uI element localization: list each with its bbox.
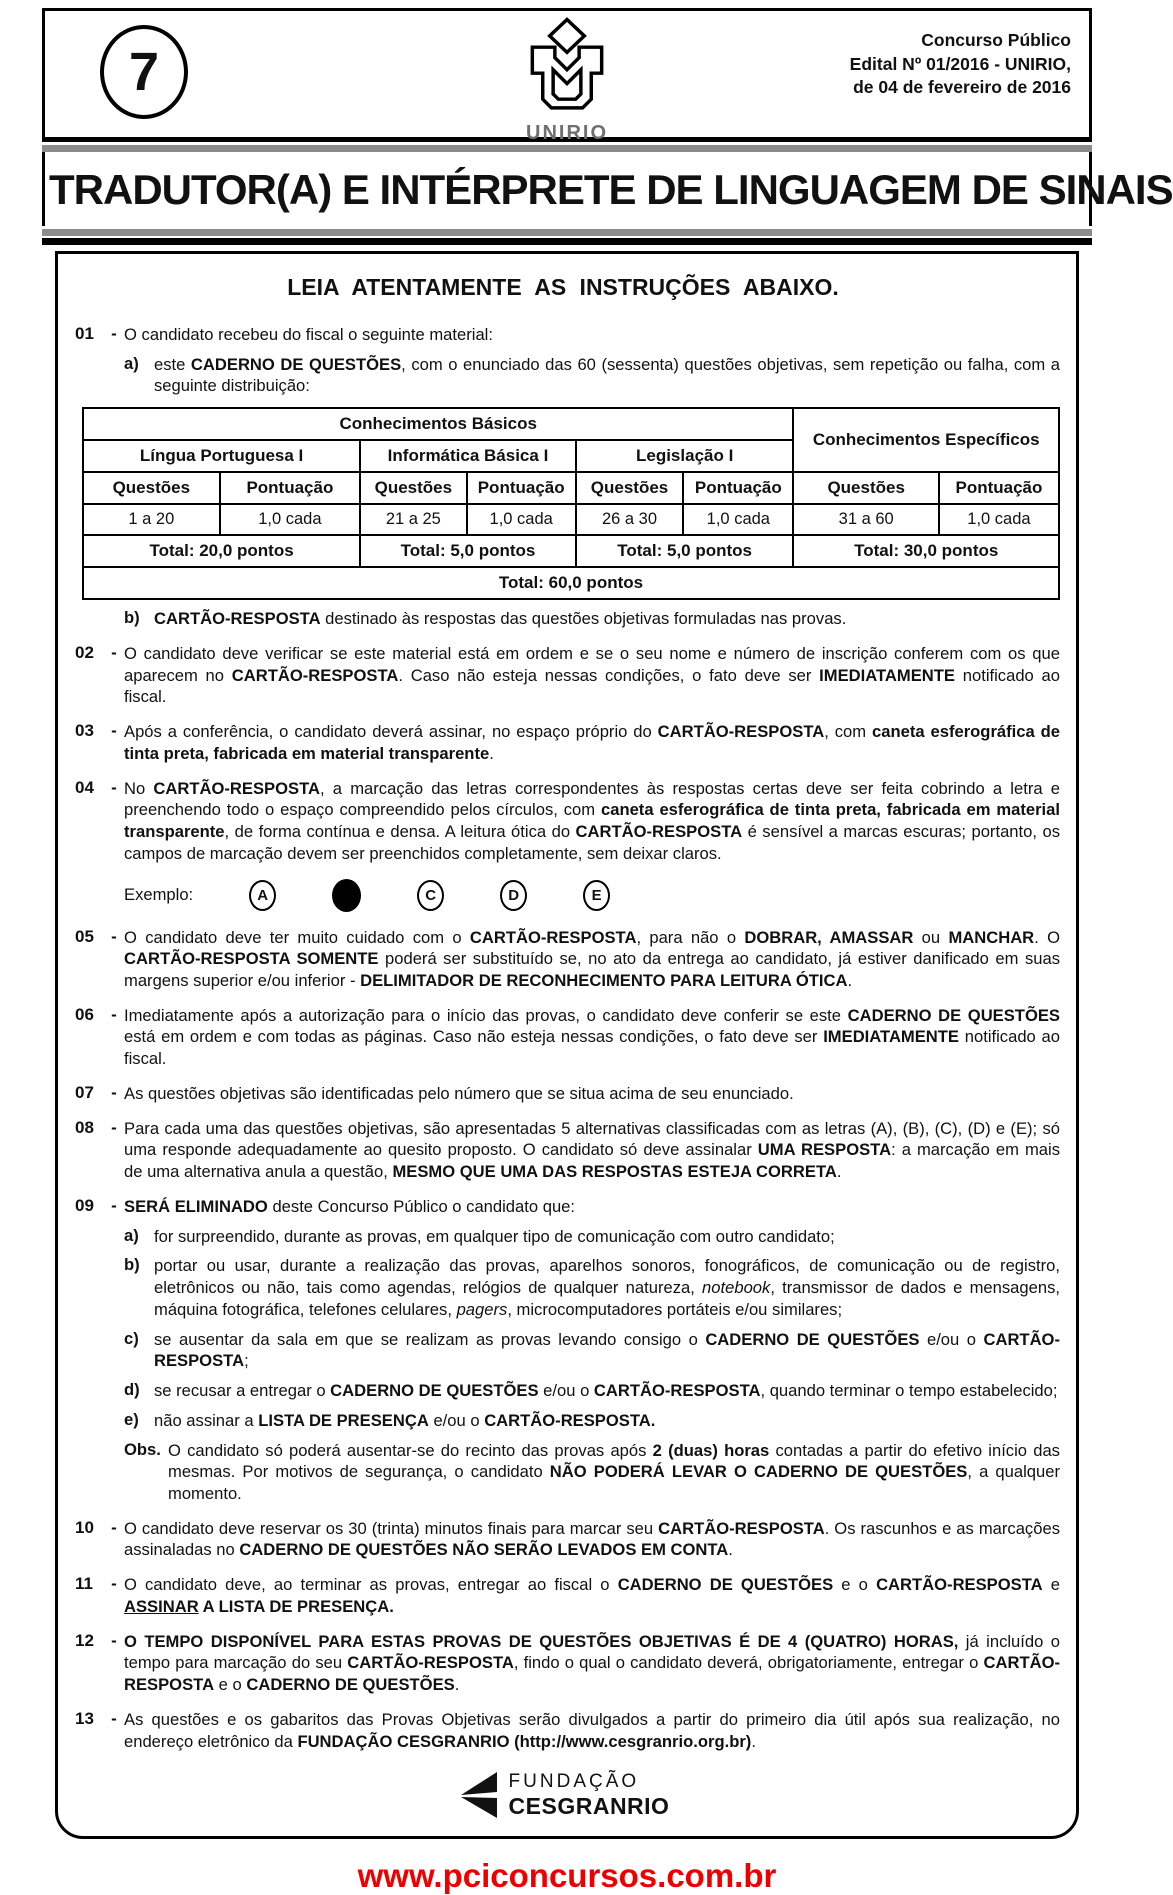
text-segment: SERÁ ELIMINADO bbox=[124, 1196, 268, 1216]
item-body bbox=[124, 1709, 1060, 1752]
text-segment: CADERNO DE QUESTÕES bbox=[246, 1675, 455, 1695]
range-cell: 21 a 25 bbox=[360, 504, 466, 535]
subitem-text bbox=[168, 1440, 1060, 1505]
subitem-Obs bbox=[124, 1440, 1060, 1505]
subject-informatica: Informática Básica I bbox=[360, 440, 576, 472]
instructions-box bbox=[55, 251, 1079, 1839]
points-cell: 1,0 cada bbox=[220, 504, 361, 535]
text-segment: . bbox=[847, 971, 853, 991]
subitem-text bbox=[154, 608, 1060, 630]
item-body bbox=[124, 721, 1060, 764]
subitem-label: b) bbox=[124, 1255, 140, 1275]
item-body bbox=[112, 324, 1060, 630]
text-segment: CARTÃO-RESPOSTA bbox=[231, 665, 399, 685]
unirio-logo bbox=[515, 15, 619, 145]
text-segment: deste Concurso Público o candidato que: bbox=[267, 1196, 576, 1216]
item-text bbox=[124, 1574, 1060, 1617]
col-questoes: Questões bbox=[793, 472, 938, 504]
item-number: 13 bbox=[75, 1708, 94, 1728]
text-segment: , com o enunciado das 60 (sessenta) questões objetivas, sem repetição ou falha, com a seguinte distribuição: bbox=[154, 354, 1060, 396]
instruction-item-06 bbox=[66, 1005, 1060, 1070]
range-cell: 31 a 60 bbox=[793, 504, 938, 535]
edital-line-1: Concurso Público bbox=[921, 30, 1071, 50]
item-body bbox=[124, 643, 1060, 708]
answer-bubble-filled bbox=[332, 879, 361, 912]
instruction-item-05 bbox=[66, 927, 1060, 992]
text-segment: e o bbox=[833, 1575, 877, 1595]
text-segment: O candidato deve, ao terminar as provas, entregar ao fiscal o bbox=[124, 1575, 618, 1595]
text-segment: não assinar a bbox=[154, 1410, 259, 1430]
watermark-url-link[interactable]: www.pciconcursos.com.br bbox=[357, 1857, 777, 1895]
text-segment: , a qualquer momento. bbox=[168, 1462, 1060, 1503]
text-segment: se recusar a entregar o bbox=[154, 1381, 331, 1401]
text-segment: O TEMPO DISPONÍVEL PARA ESTAS PROVAS DE QUESTÕES OBJETIVAS É DE 4 (QUATRO) HORAS, bbox=[124, 1631, 959, 1651]
item-dash: - bbox=[111, 926, 117, 946]
text-segment: . bbox=[836, 1162, 842, 1182]
separator-bar-black bbox=[42, 238, 1092, 245]
text-segment: CARTÃO-RESPOSTA bbox=[657, 722, 825, 742]
subitem-text bbox=[154, 1329, 1060, 1372]
text-segment: , a marcação das letras correspondentes às respostas certas deve ser feita cobrindo a letra e preenchendo todo o espaço compreendido pelos círculos, com bbox=[124, 778, 1061, 820]
example-label: Exemplo: bbox=[124, 885, 194, 905]
text-segment: caneta esferográfica de tinta preta, fabricada em material transparente bbox=[124, 722, 1060, 763]
item-dash: - bbox=[111, 777, 117, 797]
item-text bbox=[124, 1196, 1060, 1218]
text-segment: A LISTA DE PRESENÇA. bbox=[198, 1596, 394, 1616]
col-header-basicos: Conhecimentos Básicos bbox=[83, 408, 793, 440]
instruction-item-10 bbox=[66, 1518, 1060, 1561]
text-segment: se ausentar da sala em que se realizam as provas levando consigo o bbox=[154, 1329, 706, 1349]
subitem-label: e) bbox=[124, 1409, 139, 1429]
text-segment: poderá ser substituído se, no ato da entrega ao candidato, já estiver danificado em suas margens superior e/ou inferior - bbox=[124, 949, 1060, 991]
text-segment: destinado às respostas das questões objetivas formuladas nas provas. bbox=[320, 609, 847, 629]
text-segment: . bbox=[489, 743, 494, 763]
subitem-text bbox=[154, 1380, 1060, 1402]
item-number: 06 bbox=[75, 1004, 94, 1024]
item-text bbox=[124, 1709, 1060, 1752]
col-pontuacao: Pontuação bbox=[683, 472, 793, 504]
edital-notice bbox=[850, 29, 1071, 100]
item-number: 10 bbox=[75, 1517, 94, 1537]
answer-bubble: A bbox=[249, 880, 276, 911]
instruction-item-13 bbox=[66, 1709, 1060, 1752]
item-dash: - bbox=[111, 1004, 117, 1024]
col-questoes: Questões bbox=[83, 472, 220, 504]
item-text bbox=[124, 324, 1060, 346]
cesgranrio-logo bbox=[66, 1752, 1060, 1820]
text-segment: . bbox=[454, 1675, 460, 1695]
text-segment: FUNDAÇÃO CESGRANRIO (http://www.cesgranrio.org.br) bbox=[297, 1731, 752, 1751]
text-segment: CARTÃO-RESPOSTA. bbox=[484, 1410, 656, 1430]
text-segment: Após a conferência, o candidato deverá assinar, no espaço próprio do bbox=[124, 722, 658, 742]
page-number-badge bbox=[100, 25, 188, 119]
text-segment: IMEDIATAMENTE bbox=[823, 1027, 959, 1047]
item-number: 07 bbox=[75, 1082, 94, 1102]
subitem-label: a) bbox=[124, 1225, 139, 1245]
text-segment: , com bbox=[824, 722, 873, 742]
subitem-d bbox=[124, 1380, 1060, 1402]
item-dash: - bbox=[111, 1574, 117, 1594]
table-row bbox=[83, 535, 1059, 567]
item-number: 02 bbox=[75, 642, 94, 662]
instruction-item-02 bbox=[66, 643, 1060, 708]
subitem-label: Obs. bbox=[124, 1439, 161, 1459]
instruction-item-03 bbox=[66, 721, 1060, 764]
text-segment: : a marcação em mais de uma alternativa anula a questão, bbox=[124, 1140, 1060, 1182]
text-segment: O candidato recebeu do fiscal o seguinte material: bbox=[124, 325, 493, 344]
text-segment: . O bbox=[1034, 927, 1060, 947]
subject-legislacao: Legislação I bbox=[576, 440, 794, 472]
col-questoes: Questões bbox=[360, 472, 466, 504]
text-segment: portar ou usar, durante a realização das provas, aparelhos sonoros, fonográficos, de comunicação ou de registro, eletrônicos ou não, tais como agendas, relógios de qualquer natureza, bbox=[154, 1256, 1060, 1298]
item-dash: - bbox=[111, 721, 117, 741]
table-row bbox=[83, 504, 1059, 535]
distribution-table bbox=[82, 407, 1060, 600]
subitem-a bbox=[124, 1226, 1060, 1248]
text-segment: CARTÃO-RESPOSTA bbox=[658, 1518, 825, 1538]
text-segment: . Os rascunhos e as marcações assinaladas no bbox=[124, 1518, 1060, 1560]
item-text bbox=[124, 1118, 1060, 1183]
separator-bar-bottom bbox=[42, 229, 1092, 236]
text-segment: , microcomputadores portáteis e/ou similares; bbox=[507, 1299, 843, 1319]
text-segment: CARTÃO-RESPOSTA bbox=[347, 1653, 514, 1673]
text-segment: este bbox=[154, 354, 191, 374]
page-title: TRADUTOR(A) E INTÉRPRETE DE LINGUAGEM DE SINAIS bbox=[49, 166, 1173, 213]
text-segment: já incluído o tempo para marcação do seu bbox=[124, 1631, 1060, 1673]
item-body bbox=[124, 1196, 1060, 1505]
total-cell: Total: 30,0 pontos bbox=[793, 535, 1059, 567]
subitem-label: a) bbox=[124, 353, 139, 373]
item-text bbox=[124, 1005, 1060, 1070]
separator-bar-top bbox=[42, 145, 1092, 152]
text-segment: notificado ao fiscal. bbox=[124, 1027, 1060, 1069]
unirio-logo-icon bbox=[515, 15, 619, 121]
col-pontuacao: Pontuação bbox=[220, 472, 361, 504]
text-segment: , de forma contínua e densa. A leitura ótica do bbox=[224, 822, 576, 842]
text-segment: NÃO PODERÁ LEVAR O CADERNO DE QUESTÕES bbox=[549, 1462, 968, 1482]
cesgranrio-line1: FUNDAÇÃO bbox=[508, 1770, 640, 1792]
subitem-text bbox=[154, 1410, 1060, 1432]
text-segment: O candidato deve reservar os 30 (trinta) minutos finais para marcar seu bbox=[124, 1518, 659, 1538]
text-segment: CADERNO DE QUESTÕES bbox=[190, 354, 402, 374]
text-segment: for surpreendido, durante as provas, em qualquer tipo de comunicação com outro candidato; bbox=[154, 1226, 835, 1246]
item-body bbox=[124, 1518, 1060, 1561]
instruction-item-04 bbox=[66, 778, 1060, 914]
text-segment: notificado ao fiscal. bbox=[124, 665, 1061, 707]
item-text bbox=[124, 778, 1060, 865]
text-segment: 2 (duas) horas bbox=[652, 1440, 770, 1460]
text-segment: CADERNO DE QUESTÕES NÃO SERÃO LEVADOS EM CONTA bbox=[239, 1540, 729, 1560]
item-number: 12 bbox=[75, 1630, 94, 1650]
text-segment: O candidato deve verificar se este material está em ordem e se o seu nome e número de inscrição conferem com os que aparecem no bbox=[124, 643, 1060, 685]
instruction-item-01 bbox=[66, 324, 1060, 630]
text-segment: CADERNO DE QUESTÕES bbox=[617, 1575, 834, 1595]
text-segment: está em ordem e com todas as páginas. Caso não esteja nessas condições, o fato deve ser bbox=[124, 1027, 824, 1047]
text-segment: UMA RESPOSTA bbox=[757, 1140, 892, 1160]
points-cell: 1,0 cada bbox=[683, 504, 793, 535]
item-number: 04 bbox=[75, 777, 94, 797]
instructions-list bbox=[66, 311, 1060, 1752]
item-number: 11 bbox=[75, 1574, 93, 1594]
total-cell: Total: 5,0 pontos bbox=[360, 535, 576, 567]
text-segment: CADERNO DE QUESTÕES bbox=[330, 1381, 539, 1401]
text-segment: No bbox=[124, 778, 154, 798]
text-segment: CARTÃO-RESPOSTA bbox=[876, 1575, 1043, 1595]
text-segment: Para cada uma das questões objetivas, são apresentadas 5 alternativas classificadas com as letras (A), (B), (C), (D) e (E); só uma responde adequadamente ao quesito proposto. O candidato só deve assinalar bbox=[124, 1118, 1060, 1160]
range-cell: 1 a 20 bbox=[83, 504, 220, 535]
text-segment: As questões objetivas são identificadas pelo número que se situa acima de seu enunciado. bbox=[124, 1083, 794, 1103]
text-segment: ; bbox=[244, 1351, 249, 1371]
answer-bubble: C bbox=[417, 880, 444, 911]
cesgranrio-line2: CESGRANRIO bbox=[508, 1792, 670, 1819]
item-body bbox=[124, 778, 1060, 914]
item-text bbox=[124, 1631, 1060, 1696]
item-dash: - bbox=[111, 1195, 117, 1215]
points-cell: 1,0 cada bbox=[939, 504, 1059, 535]
text-segment: caneta esferográfica de tinta preta, fabricada em material transparente bbox=[124, 800, 1060, 842]
text-segment: , para não o bbox=[636, 927, 745, 947]
instruction-item-09 bbox=[66, 1196, 1060, 1505]
text-segment: O candidato deve ter muito cuidado com o bbox=[124, 927, 470, 947]
exam-cover-page bbox=[0, 8, 1173, 1895]
text-segment: CARTÃO-RESPOSTA bbox=[124, 1653, 1061, 1695]
answer-bubble: D bbox=[500, 880, 527, 911]
item-body bbox=[124, 1005, 1060, 1070]
answer-example bbox=[124, 879, 1060, 912]
text-segment: ou bbox=[913, 927, 949, 947]
answer-bubble: E bbox=[583, 880, 610, 911]
text-segment: As questões e os gabaritos das Provas Objetivas serão divulgados a partir do primeiro dia útil após sua realização, no endereço eletrônico da bbox=[124, 1709, 1060, 1751]
text-segment: MANCHAR bbox=[948, 927, 1035, 947]
text-segment: e bbox=[1042, 1575, 1061, 1595]
text-segment: O candidato só poderá ausentar-se do recinto das provas após bbox=[168, 1440, 653, 1460]
item-dash: - bbox=[111, 1082, 117, 1102]
text-segment: CARTÃO-RESPOSTA bbox=[153, 778, 320, 798]
subitem-e bbox=[124, 1410, 1060, 1432]
item-body bbox=[124, 1118, 1060, 1183]
text-segment: , findo o qual o candidato deverá, obrigatoriamente, entregar o bbox=[513, 1653, 984, 1673]
unirio-logo-label: UNIRIO bbox=[526, 122, 608, 144]
subject-lingua: Língua Portuguesa I bbox=[83, 440, 360, 472]
text-segment: DOBRAR, AMASSAR bbox=[744, 927, 914, 947]
item-number: 08 bbox=[75, 1117, 94, 1137]
item-body bbox=[124, 1083, 1060, 1105]
table-row bbox=[83, 472, 1059, 504]
text-segment: e/ou o bbox=[428, 1410, 485, 1430]
edital-line-3: de 04 de fevereiro de 2016 bbox=[853, 77, 1071, 98]
item-body bbox=[124, 1631, 1060, 1696]
subitem-c bbox=[124, 1329, 1060, 1372]
text-segment: CARTÃO-RESPOSTA bbox=[593, 1381, 761, 1401]
col-pontuacao: Pontuação bbox=[939, 472, 1059, 504]
item-body bbox=[124, 1574, 1060, 1617]
instructions-heading: LEIA ATENTAMENTE AS INSTRUÇÕES ABAIXO. bbox=[287, 274, 839, 300]
instruction-item-11 bbox=[66, 1574, 1060, 1617]
text-segment: . bbox=[728, 1540, 733, 1560]
subitem-text bbox=[154, 1226, 1060, 1248]
cesgranrio-arrow-icon bbox=[457, 1770, 501, 1820]
item-body bbox=[124, 927, 1060, 992]
text-segment: , quando terminar o tempo estabelecido; bbox=[760, 1381, 1058, 1401]
table-row bbox=[83, 567, 1059, 599]
item-dash: - bbox=[111, 642, 117, 662]
instruction-item-12 bbox=[66, 1631, 1060, 1696]
text-segment: . bbox=[751, 1731, 756, 1751]
item-number: 01 bbox=[75, 324, 94, 343]
col-pontuacao: Pontuação bbox=[467, 472, 576, 504]
text-segment: pagers bbox=[456, 1299, 508, 1319]
text-segment: . Caso não esteja nessas condições, o fato deve ser bbox=[398, 665, 820, 685]
total-cell: Total: 5,0 pontos bbox=[576, 535, 794, 567]
edital-line-2: Edital Nº 01/2016 - UNIRIO, bbox=[849, 53, 1071, 74]
item-text bbox=[124, 721, 1060, 764]
text-segment: DELIMITADOR DE RECONHECIMENTO PARA LEITURA ÓTICA bbox=[360, 971, 848, 991]
text-segment: CARTÃO-RESPOSTA bbox=[575, 822, 743, 842]
item-text bbox=[124, 1518, 1060, 1561]
item-number: 05 bbox=[75, 926, 94, 946]
item-number: 09 bbox=[75, 1195, 94, 1215]
subitem-a bbox=[124, 354, 1060, 397]
subitem-text bbox=[154, 354, 1060, 397]
item-dash: - bbox=[111, 1517, 117, 1537]
item-number: 03 bbox=[75, 721, 94, 741]
item-text bbox=[124, 927, 1060, 992]
col-header-especificos: Conhecimentos Específicos bbox=[793, 408, 1059, 472]
text-segment: e o bbox=[214, 1675, 247, 1695]
range-cell: 26 a 30 bbox=[576, 504, 683, 535]
item-dash: - bbox=[111, 1630, 117, 1650]
text-segment: CARTÃO-RESPOSTA SOMENTE bbox=[124, 949, 379, 969]
subitem-text bbox=[154, 1255, 1060, 1320]
text-segment: ASSINAR bbox=[124, 1596, 199, 1616]
text-segment: , transmissor de dados e mensagens, máquina fotográfica, telefones celulares, bbox=[154, 1278, 1060, 1319]
text-segment: CADERNO DE QUESTÕES bbox=[705, 1329, 920, 1349]
subitem-b bbox=[124, 608, 1060, 630]
item-dash: - bbox=[111, 324, 117, 343]
text-segment: CARTÃO-RESPOSTA bbox=[154, 1329, 1060, 1371]
text-segment: CARTÃO-RESPOSTA bbox=[154, 609, 321, 629]
points-cell: 1,0 cada bbox=[467, 504, 576, 535]
text-segment: e/ou o bbox=[919, 1329, 984, 1349]
text-segment: notebook bbox=[702, 1278, 771, 1298]
table-row bbox=[83, 408, 1059, 440]
grand-total-cell: Total: 60,0 pontos bbox=[83, 567, 1059, 599]
page-number: 7 bbox=[128, 42, 160, 102]
text-segment: é sensível a marcas escuras; portanto, os campos de marcação devem ser preenchidos completamente, sem deixar claros. bbox=[124, 822, 1060, 863]
text-segment: Imediatamente após a autorização para o início das provas, o candidato deve conferir se este bbox=[124, 1005, 848, 1025]
text-segment: LISTA DE PRESENÇA bbox=[258, 1410, 429, 1430]
text-segment: contadas a partir do efetivo início das mesmas. Por motivos de segurança, o candidato bbox=[168, 1440, 1060, 1482]
header bbox=[42, 8, 1092, 142]
item-text bbox=[124, 1083, 1060, 1105]
col-questoes: Questões bbox=[576, 472, 683, 504]
title-band bbox=[42, 152, 1173, 226]
total-cell: Total: 20,0 pontos bbox=[83, 535, 360, 567]
text-segment: MESMO QUE UMA DAS RESPOSTAS ESTEJA CORRETA bbox=[392, 1162, 837, 1182]
text-segment: CADERNO DE QUESTÕES bbox=[847, 1005, 1060, 1025]
text-segment: IMEDIATAMENTE bbox=[819, 665, 955, 685]
subitem-label: c) bbox=[124, 1328, 139, 1348]
text-segment: e/ou o bbox=[538, 1381, 594, 1401]
item-dash: - bbox=[111, 1117, 117, 1137]
instruction-item-07 bbox=[66, 1083, 1060, 1105]
item-text bbox=[124, 643, 1060, 708]
subitem-label: d) bbox=[124, 1380, 140, 1400]
text-segment: CARTÃO-RESPOSTA bbox=[469, 927, 637, 947]
subitem-label: b) bbox=[124, 608, 140, 628]
subitem-b bbox=[124, 1255, 1060, 1320]
instruction-item-08 bbox=[66, 1118, 1060, 1183]
item-dash: - bbox=[111, 1708, 117, 1728]
